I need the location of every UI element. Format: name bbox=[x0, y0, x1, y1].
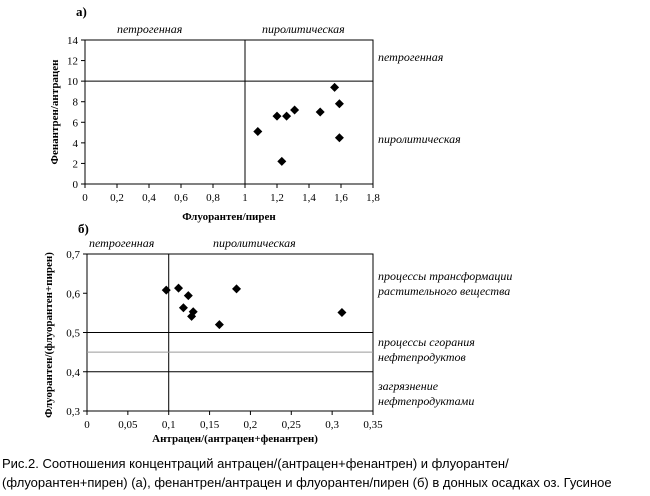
chart-a-points bbox=[253, 83, 344, 166]
chart-b-zone-lower-line1: загрязнение bbox=[378, 379, 439, 393]
chart-a-data-point bbox=[253, 127, 262, 136]
chart-a-data-point bbox=[330, 83, 339, 92]
chart-b-zone-middle-line1: процессы сгорания bbox=[378, 335, 475, 349]
chart-a-region-label-right-top: пиролитическая bbox=[262, 22, 345, 36]
chart-b-region-label-right-top: пиролитическая bbox=[213, 236, 296, 250]
chart-a-data-point bbox=[290, 105, 299, 114]
chart-b-y-axis-label: Флуорантен/(флуорантен+пирен) bbox=[43, 252, 55, 418]
chart-b-points bbox=[162, 284, 347, 330]
chart-a-y-tick-label: 10 bbox=[67, 76, 78, 89]
chart-b-zone-middle-line2: нефтепродуктов bbox=[378, 350, 466, 364]
chart-b-data-point bbox=[174, 284, 183, 293]
chart-a-x-tick-label: 0 bbox=[82, 192, 88, 204]
chart-a-plot-frame bbox=[85, 40, 373, 184]
chart-a-x-tick-label: 1,8 bbox=[366, 192, 380, 204]
chart-a-x-tick-label: 1,2 bbox=[270, 192, 284, 204]
chart-a-region-label-right-upper: петрогенная bbox=[378, 50, 444, 64]
chart-a-x-tick-label: 0,2 bbox=[110, 192, 124, 204]
chart-b-reference-lines bbox=[87, 254, 373, 411]
chart-a-y-axis-label: Фенантрен/антрацен bbox=[49, 59, 61, 165]
chart-b-y-tick-label: 0,5 bbox=[66, 327, 80, 340]
chart-a-data-point bbox=[282, 112, 291, 121]
chart-b-data-point bbox=[232, 284, 241, 293]
chart-b-x-tick-label: 0,25 bbox=[281, 419, 301, 431]
chart-b-x-tick-label: 0,15 bbox=[199, 419, 220, 431]
chart-b-y-tick-label: 0,7 bbox=[66, 249, 80, 261]
chart-a-x-tick-label: 1,6 bbox=[334, 192, 348, 204]
figure-caption-line-2: (флуорантен+пирен) (а), фенантрен/антрацен и флуорантен/пирен (б) в донных осадках оз. Гусиное bbox=[2, 475, 612, 490]
figure-caption bbox=[2, 454, 650, 492]
chart-a-x-tick-label: 0,8 bbox=[206, 192, 220, 204]
chart-a-x-tick-label: 0,6 bbox=[174, 192, 188, 204]
chart-b-zone-upper-line2: растительного вещества bbox=[378, 284, 511, 298]
chart-a-data-point bbox=[316, 108, 325, 117]
chart-a-data-point bbox=[335, 133, 344, 142]
chart-b-panel-label: б) bbox=[78, 221, 89, 236]
chart-a-data-point bbox=[273, 112, 282, 121]
chart-b-x-tick-label: 0,1 bbox=[161, 419, 176, 431]
chart-b-y-tick-label: 0,4 bbox=[66, 366, 80, 379]
chart-b-data-point bbox=[184, 291, 193, 300]
chart-b-x-tick-label: 0,35 bbox=[363, 419, 383, 431]
chart-a-x-tick-label: 1 bbox=[242, 192, 248, 204]
chart-a-region-label-left-top: петрогенная bbox=[117, 22, 183, 36]
chart-b-data-point bbox=[179, 303, 188, 312]
chart-a bbox=[49, 4, 461, 223]
chart-a-y-tick-label: 12 bbox=[67, 55, 78, 68]
chart-b-region-label-left-top: петрогенная bbox=[89, 236, 155, 250]
chart-b bbox=[43, 221, 512, 445]
chart-a-region-label-right-lower: пиролитическая bbox=[378, 132, 461, 146]
chart-a-y-tick-label: 6 bbox=[72, 117, 78, 130]
chart-a-x-tick-label: 0,4 bbox=[142, 192, 156, 204]
chart-a-x-ticks bbox=[82, 184, 380, 204]
chart-a-y-tick-label: 2 bbox=[72, 158, 78, 171]
chart-b-y-ticks bbox=[66, 249, 87, 418]
chart-a-data-point bbox=[277, 157, 286, 166]
chart-b-y-tick-label: 0,3 bbox=[66, 406, 80, 418]
chart-b-x-tick-label: 0,3 bbox=[325, 419, 340, 431]
figure-caption-line-1: Рис.2. Соотношения концентраций антрацен/(антрацен+фенантрен) и флуорантен/ bbox=[2, 456, 509, 471]
chart-b-zone-lower-line2: нефтепродуктами bbox=[378, 394, 475, 408]
chart-b-data-point bbox=[337, 308, 346, 317]
chart-a-data-point bbox=[335, 99, 344, 108]
chart-b-data-point bbox=[215, 320, 224, 329]
chart-a-x-tick-label: 1,4 bbox=[302, 192, 316, 204]
chart-b-y-tick-label: 0,6 bbox=[66, 288, 80, 301]
chart-a-y-ticks bbox=[67, 35, 85, 191]
chart-b-zone-upper-line1: процессы трансформации bbox=[378, 269, 513, 283]
chart-a-y-tick-label: 0 bbox=[72, 179, 78, 191]
chart-a-panel-label: а) bbox=[76, 4, 87, 19]
chart-b-x-tick-label: 0,05 bbox=[118, 419, 138, 431]
chart-b-data-point bbox=[162, 286, 171, 295]
chart-a-y-tick-label: 4 bbox=[72, 137, 78, 150]
chart-b-x-axis-label: Антрацен/(антрацен+фенантрен) bbox=[152, 433, 318, 445]
chart-b-x-tick-label: 0 bbox=[84, 419, 90, 431]
chart-b-x-tick-label: 0,2 bbox=[243, 419, 258, 431]
chart-a-y-tick-label: 8 bbox=[72, 96, 78, 109]
chart-a-x-axis-label: Флуорантен/пирен bbox=[182, 211, 276, 223]
chart-b-x-ticks bbox=[84, 411, 383, 431]
chart-a-reference-lines bbox=[85, 40, 373, 184]
chart-a-y-tick-label: 14 bbox=[67, 35, 78, 47]
